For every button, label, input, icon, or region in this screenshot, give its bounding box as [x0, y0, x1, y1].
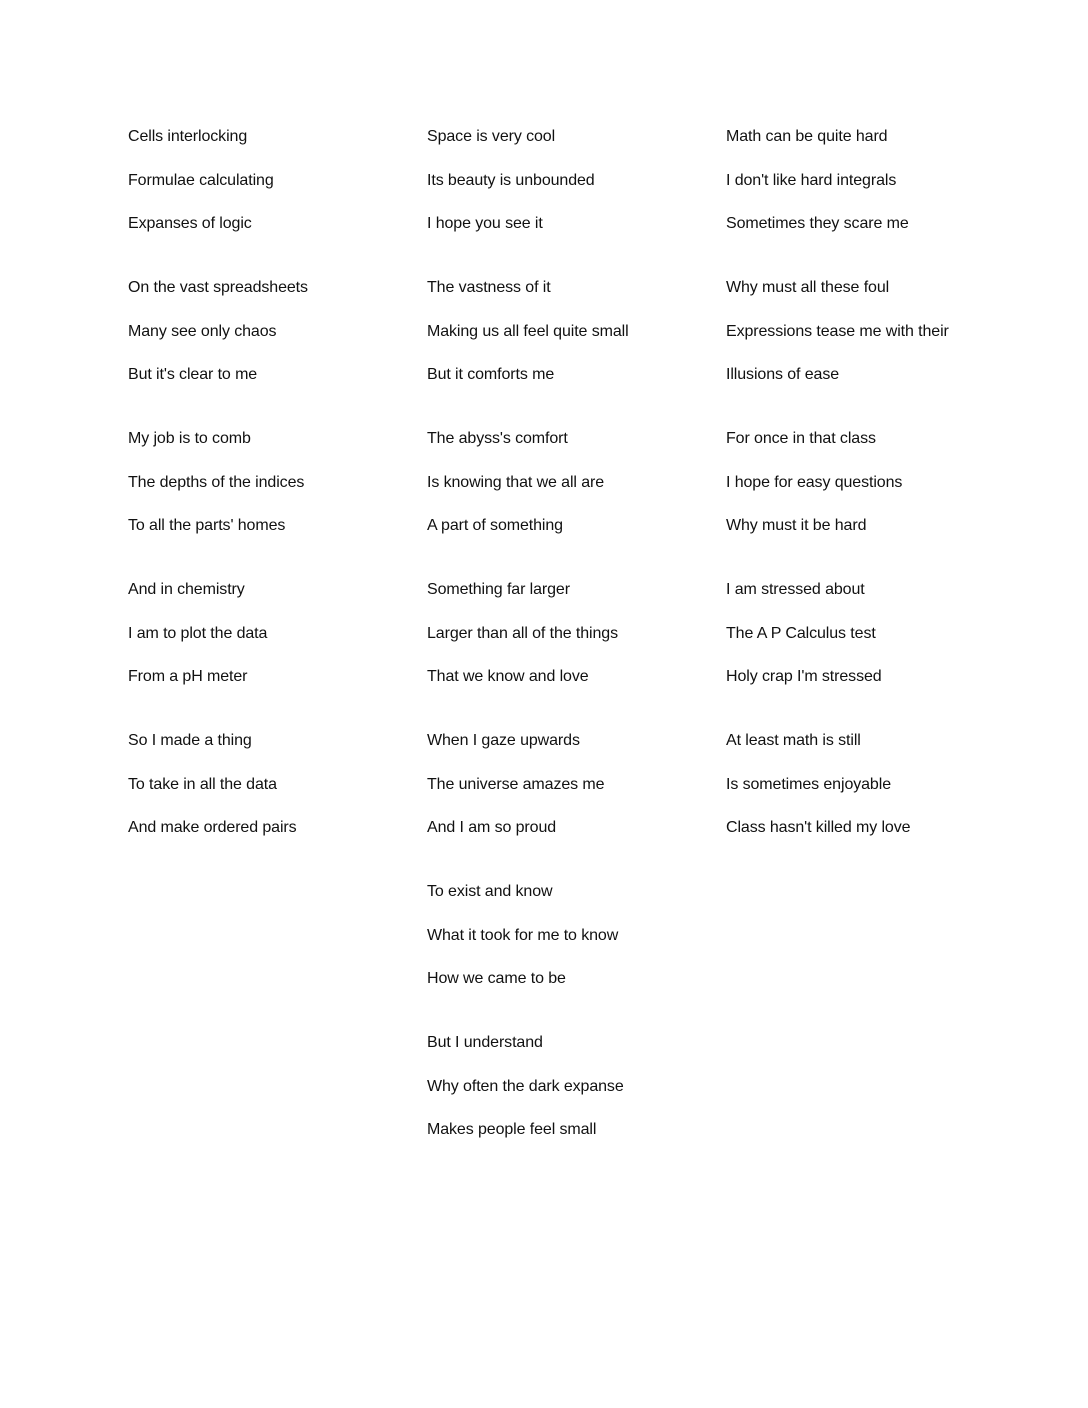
stanza: [726, 731, 1026, 838]
poem-line: Making us all feel quite small: [427, 322, 629, 340]
stanza: [427, 127, 727, 234]
stanza: [726, 278, 1026, 385]
poem-line: My job is to comb: [128, 430, 251, 447]
poem-line: Why must all these foul: [726, 279, 890, 296]
poem-column-spreadsheets: [128, 127, 428, 882]
stanza: [726, 429, 1026, 536]
stanza: [427, 1033, 727, 1140]
stanza: [128, 278, 428, 385]
poem-line: To exist and know: [427, 883, 553, 900]
poem-line: To take in all the data: [128, 775, 277, 793]
stanza: [427, 278, 727, 385]
poem-line: And make ordered pairs: [128, 819, 297, 836]
poem-line: And I am so proud: [427, 819, 557, 836]
poem-line: Why often the dark expanse: [427, 1077, 624, 1095]
stanza: [128, 127, 428, 234]
poem-line: How we came to be: [427, 970, 566, 987]
poem-line: But it's clear to me: [128, 366, 258, 383]
poem-line: I am to plot the data: [128, 624, 268, 642]
poem-line: I hope for easy questions: [726, 473, 903, 491]
poem-line: The abyss's comfort: [427, 430, 568, 447]
poem-line: What it took for me to know: [427, 926, 619, 944]
poem-line: Is knowing that we all are: [427, 473, 605, 491]
poem-line: To all the parts' homes: [128, 517, 286, 534]
poem-line: Many see only chaos: [128, 322, 277, 340]
poem-line: Illusions of ease: [726, 366, 840, 383]
stanza: [128, 429, 428, 536]
stanza: [128, 580, 428, 687]
poem-line: Something far larger: [427, 581, 570, 598]
stanza: [427, 429, 727, 536]
poem-line: The A P Calculus test: [726, 624, 876, 642]
poem-line: Is sometimes enjoyable: [726, 775, 891, 793]
poem-line: Class hasn't killed my love: [726, 819, 911, 836]
poem-line: So I made a thing: [128, 732, 252, 749]
poem-line: When I gaze upwards: [427, 732, 580, 749]
poem-line: Why must it be hard: [726, 517, 867, 534]
poem-line: That we know and love: [427, 668, 589, 685]
poem-line: Expressions tease me with their: [726, 322, 949, 340]
poem-line: A part of something: [427, 517, 563, 534]
stanza: [128, 731, 428, 838]
poem-line: From a pH meter: [128, 668, 248, 685]
poem-line: For once in that class: [726, 430, 876, 447]
poem-line: Math can be quite hard: [726, 128, 888, 145]
poem-line: But it comforts me: [427, 366, 555, 383]
poem-line: I hope you see it: [427, 215, 543, 232]
poem-line: And in chemistry: [128, 581, 245, 598]
poem-line: Space is very cool: [427, 128, 556, 145]
poem-column-space: [427, 127, 727, 1184]
poem-line: The depths of the indices: [128, 473, 305, 491]
poem-line: Expanses of logic: [128, 215, 252, 232]
poem-line: I am stressed about: [726, 581, 865, 598]
poem-column-math: [726, 127, 1026, 882]
poem-line: The vastness of it: [427, 279, 551, 296]
poem-line: I don't like hard integrals: [726, 171, 897, 189]
poem-line: Sometimes they scare me: [726, 215, 909, 232]
stanza: [427, 731, 727, 838]
stanza: [427, 580, 727, 687]
poem-line: Makes people feel small: [427, 1121, 597, 1138]
stanza: [726, 127, 1026, 234]
stanza: [726, 580, 1026, 687]
poem-line: The universe amazes me: [427, 775, 605, 793]
poem-line: Larger than all of the things: [427, 624, 619, 642]
poem-line: Holy crap I'm stressed: [726, 668, 882, 685]
poem-line: On the vast spreadsheets: [128, 279, 308, 296]
poem-line: But I understand: [427, 1034, 543, 1051]
poem-line: Cells interlocking: [128, 128, 248, 145]
poem-line: At least math is still: [726, 732, 861, 749]
stanza: [427, 882, 727, 989]
poem-line: Formulae calculating: [128, 171, 274, 189]
poem-line: Its beauty is unbounded: [427, 171, 595, 189]
